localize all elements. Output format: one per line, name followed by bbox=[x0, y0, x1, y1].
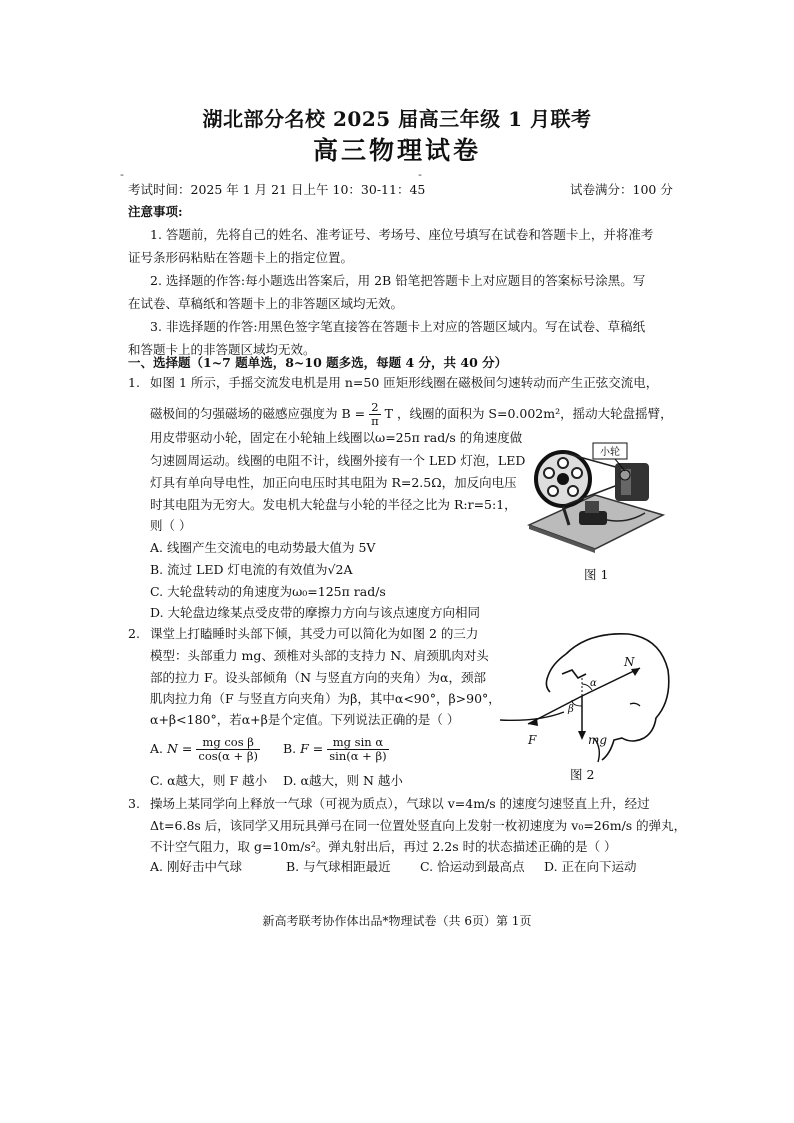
question-text: 如图 1 所示，手摇交流发电机是用 n=50 匝矩形线圈在磁极间匀速转动而产生正弦交流电， bbox=[150, 375, 659, 390]
question-text: 不计空气阻力，取 g=10m/s²。弹丸射出后，再过 2.2s 时的状态描述正确的是（ ） bbox=[150, 839, 617, 854]
fraction-numerator: mg sin α bbox=[327, 736, 388, 750]
note-line: 2. 选择题的作答:每小题选出答案后，用 2B 铅笔把答题卡上对应题目的答案标号涂黑。写 bbox=[150, 273, 646, 288]
small-wheel-label: 小轮 bbox=[600, 447, 620, 458]
option-c: C. 恰运动到最高点 bbox=[420, 859, 525, 874]
option-a bbox=[150, 736, 260, 763]
question-text: Δt=6.8s 后，该同学又用玩具弹弓在同一位置处竖直向上发射一枚初速度为 v₀=26m/s 的弹丸， bbox=[150, 818, 687, 833]
question-text: 课堂上打瞌睡时头部下倾，其受力可以简化为如图 2 的三力 bbox=[150, 626, 479, 641]
fraction-denominator: sin(α + β) bbox=[329, 749, 387, 763]
option-b: B. 与气球相距最近 bbox=[286, 859, 391, 874]
fraction bbox=[327, 736, 388, 763]
formula-lhs: F = bbox=[300, 741, 324, 756]
question-text: 用皮带驱动小轮，固定在小轮轴上线圈以ω=25π rad/s 的角速度做 bbox=[150, 430, 523, 445]
formula-lhs: N = bbox=[167, 741, 193, 756]
note-line: 3. 非选择题的作答:用黑色签字笔直接答在答题卡上对应的答题区域内。写在试卷、草稿纸 bbox=[150, 319, 646, 334]
figure-1-caption: 图 1 bbox=[584, 567, 609, 582]
exam-time: 考试时间：2025 年 1 月 21 日上午 10：30-11：45 bbox=[128, 182, 426, 197]
figure-2-caption: 图 2 bbox=[570, 767, 595, 782]
force-n-label: N bbox=[624, 655, 635, 669]
option-label: B. bbox=[283, 741, 297, 756]
force-mg-label: mg bbox=[588, 733, 608, 747]
question-text: 则（ ） bbox=[150, 518, 192, 533]
notes-heading: 注意事项: bbox=[128, 204, 183, 219]
question-number: 1. bbox=[128, 375, 140, 390]
exam-title: 湖北部分名校 2025 届高三年级 1 月联考 bbox=[202, 107, 592, 131]
separator-mark: - bbox=[120, 168, 124, 181]
question-text-part: 磁极间的匀强磁场的磁感应强度为 B = bbox=[150, 406, 366, 421]
fraction-denominator: cos(α + β) bbox=[198, 749, 258, 763]
option-b bbox=[283, 736, 389, 763]
question-text: 匀速圆周运动。线圈的电阻不计，线圈外接有一个 LED 灯泡，LED bbox=[150, 453, 526, 468]
generator-figure bbox=[525, 433, 665, 553]
force-f-label: F bbox=[528, 733, 537, 747]
option-b: B. 流过 LED 灯电流的有效值为√2A bbox=[150, 562, 353, 577]
option-d: D. 大轮盘边缘某点受皮带的摩擦力方向与该点速度方向相同 bbox=[150, 605, 481, 620]
option-label: A. bbox=[150, 741, 164, 756]
fraction bbox=[196, 736, 260, 763]
option-a: A. 线圈产生交流电的电动势最大值为 5V bbox=[150, 540, 376, 555]
angle-alpha-label: α bbox=[590, 678, 597, 689]
question-text: 操场上某同学向上释放一气球（可视为质点），气球以 v=4m/s 的速度匀速竖直上升，经过 bbox=[150, 796, 650, 811]
question-text-part: T ，线圈的面积为 S=0.002m²，摇动大轮盘摇臂， bbox=[384, 406, 673, 421]
option-d: D. α越大，则 N 越小 bbox=[283, 773, 403, 788]
fraction-denominator: π bbox=[371, 414, 379, 428]
led-base bbox=[579, 511, 607, 525]
question-text: 时其电阻为无穷大。发电机大轮盘与小轮的半径之比为 R:r=5:1， bbox=[150, 497, 517, 512]
section-heading: 一、选择题（1~7 题单选，8~10 题多选，每题 4 分，共 40 分） bbox=[128, 355, 508, 370]
question-number: 2. bbox=[128, 626, 140, 641]
angle-beta-label: β bbox=[568, 704, 574, 715]
option-c: C. α越大，则 F 越小 bbox=[150, 773, 268, 788]
question-text bbox=[150, 401, 673, 428]
subject-title: 高三物理试卷 bbox=[312, 136, 481, 165]
question-text: 部的拉力 F。设头部倾角（N 与竖直方向的夹角）为α，颈部 bbox=[150, 670, 486, 685]
full-score: 试卷满分：100 分 bbox=[570, 182, 673, 197]
page-footer: 新高考联考协作体出品*物理试卷（共 6页）第 1页 bbox=[262, 914, 532, 928]
question-number: 3. bbox=[128, 796, 140, 811]
fraction-numerator: mg cos β bbox=[196, 736, 260, 750]
separator-mark: - bbox=[418, 168, 422, 181]
question-text: 模型：头部重力 mg、颈椎对头部的支持力 N、肩颈肌肉对头 bbox=[150, 648, 489, 663]
fraction bbox=[369, 401, 381, 428]
note-line: 和答题卡上的非答题区域均无效。 bbox=[128, 342, 316, 357]
note-line: 证号条形码粘贴在答题卡上的指定位置。 bbox=[128, 250, 354, 265]
option-c: C. 大轮盘转动的角速度为ω₀=125π rad/s bbox=[150, 584, 386, 599]
fraction-numerator: 2 bbox=[369, 401, 381, 415]
question-text: α+β<180°，若α+β是个定值。下列说法正确的是（ ） bbox=[150, 712, 460, 727]
option-d: D. 正在向下运动 bbox=[544, 859, 637, 874]
note-line: 在试卷、草稿纸和答题卡上的非答题区域均无效。 bbox=[128, 296, 404, 311]
question-text: 灯具有单向导电性，加正向电压时其电阻为 R=2.5Ω，加反向电压 bbox=[150, 475, 517, 490]
note-line: 1. 答题前，先将自己的姓名、准考证号、考场号、座位号填写在试卷和答题卡上，并将准考 bbox=[150, 227, 654, 242]
question-text: 肌肉拉力角（F 与竖直方向夹角）为β，其中α<90°，β>90°， bbox=[150, 691, 501, 706]
head-force-figure bbox=[498, 620, 673, 765]
option-a: A. 刚好击中气球 bbox=[150, 859, 242, 874]
